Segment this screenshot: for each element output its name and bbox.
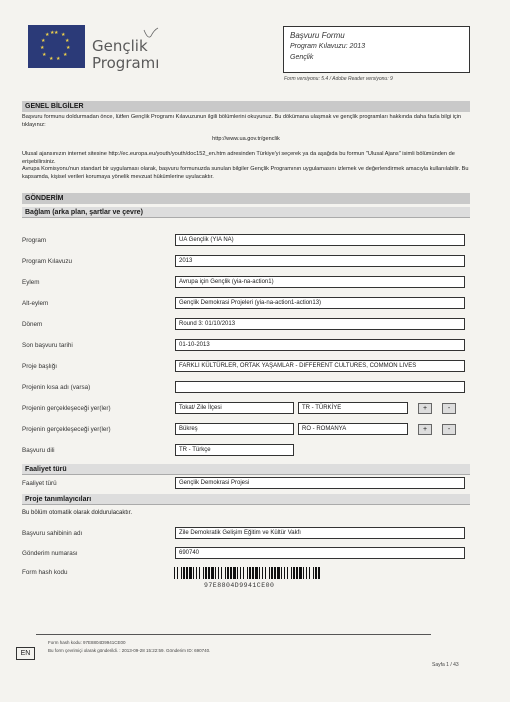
form-version: Form versiyonu: 5.4 / Adobe Reader versiyonu: 9 [284, 76, 393, 82]
add-location-button[interactable]: + [418, 424, 432, 435]
field-label-alt-eylem: Alt-eylem [22, 300, 49, 307]
field-label-location-1: Projenin gerçekleşeceği yer(ler) [22, 405, 111, 412]
barcode-bar [313, 567, 314, 579]
language-select[interactable]: TR - Türkçe [175, 444, 294, 456]
footer-divider [36, 634, 431, 635]
barcode-bar [269, 567, 270, 579]
field-label-deadline: Son başvuru tarihi [22, 342, 73, 349]
barcode-bar [221, 567, 222, 579]
barcode-bar [274, 567, 276, 579]
barcode-bar [211, 567, 214, 579]
form-title: Başvuru Formu [290, 31, 345, 40]
handwritten-mark-icon [142, 26, 162, 46]
hash-barcode [174, 567, 320, 579]
field-label-short-name: Projenin kısa adı (varsa) [22, 384, 91, 391]
barcode-bar [233, 567, 236, 579]
barcode-bar [181, 567, 182, 579]
barcode-bar [293, 567, 295, 579]
barcode-bar [183, 567, 185, 579]
barcode-bar [315, 567, 317, 579]
field-label-eylem: Eylem [22, 279, 40, 286]
genel-paragraph-2: Ulusal ajansınızın internet sitesine http://ec.europa.eu/youth/youth/doc152_en.htm adresinden Türkiye'yi seçerek ya da aşağıda bu formun "Ulusal Ajans" isimli bölümünden de erişebilirsiniz. [22, 151, 455, 165]
barcode-bar [189, 567, 192, 579]
location-1-country-select[interactable]: TR - TÜRKİYE [298, 402, 408, 414]
genel-paragraph-1: Başvuru formunu doldurmadan önce, lütfen Gençlik Programı Kılavuzunun ilgili bölümlerini okuyunuz. Bu dökümana ulaşmak ve gençlik programları hakkında daha fazla bilgi için tıklayınız: [22, 114, 462, 128]
barcode-bar [296, 567, 298, 579]
project-title-field[interactable]: FARKLI KÜLTÜRLER, ORTAK YAŞAMLAR - DIFFERENT CULTURES, COMMON LIVES [175, 360, 465, 372]
barcode-bar [215, 567, 216, 579]
field-label-donem: Dönem [22, 321, 43, 328]
form-info-box [283, 26, 470, 73]
program-field[interactable]: UA Gençlik (YIA NA) [175, 234, 465, 246]
program-guide-field[interactable]: 2013 [175, 255, 465, 267]
short-name-field[interactable] [175, 381, 465, 393]
barcode-bar [306, 567, 307, 579]
logo-line-1: Gençlik [92, 37, 148, 55]
round-field[interactable]: Round 3: 01/10/2013 [175, 318, 465, 330]
barcode-bar [291, 567, 292, 579]
barcode-bar [281, 567, 282, 579]
barcode-bar [249, 567, 251, 579]
hash-code-text: 97E8804D9941CE00 [204, 582, 275, 589]
field-label-program-kilavuzu: Program Kılavuzu [22, 258, 73, 265]
barcode-bar [237, 567, 238, 579]
field-label-language: Başvuru dili [22, 447, 55, 454]
field-label-project-title: Proje başlığı [22, 363, 58, 370]
barcode-bar [303, 567, 304, 579]
barcode-bar [299, 567, 302, 579]
location-1-city-field[interactable]: Tokat/ Zile İlçesi [175, 402, 294, 414]
barcode-bar [284, 567, 285, 579]
barcode-bar [177, 567, 178, 579]
barcode-bar [265, 567, 266, 579]
barcode-bar [262, 567, 263, 579]
barcode-bar [255, 567, 258, 579]
field-label-hash-code: Form hash kodu [22, 569, 68, 576]
barcode-bar [199, 567, 200, 579]
barcode-bar [203, 567, 204, 579]
barcode-bar [230, 567, 232, 579]
barcode-bar [271, 567, 273, 579]
barcode-bar [227, 567, 229, 579]
barcode-bar [247, 567, 248, 579]
barcode-bar [277, 567, 280, 579]
eu-flag-logo: ★ ★ ★ ★ ★ ★ ★ ★ ★ ★ ★ ★ [28, 25, 85, 68]
logo-line-2: Programı [92, 54, 160, 72]
deadline-field[interactable]: 01-10-2013 [175, 339, 465, 351]
field-label-applicant-name: Başvuru sahibinin adı [22, 530, 83, 537]
form-program: Gençlik [290, 54, 314, 61]
genel-paragraph-3: Avrupa Komisyonu'nun standart bir uygulaması olarak, başvuru formunuzda sunulan bilgiler Gençlik Programının uygulamasını izlemek ve değerlendirmek amacıyla kullanılabilir. Bu kapsamda, kişisel verileri korumaya yönelik mevzuat hükümlerine uyulacaktır. [22, 166, 469, 180]
barcode-bar [208, 567, 210, 579]
barcode-bar [240, 567, 241, 579]
subsection-baglam: Bağlam (arka plan, şartlar ve çevre) [22, 207, 470, 218]
barcode-bar [252, 567, 254, 579]
barcode-bar [243, 567, 244, 579]
action-field[interactable]: Avrupa için Gençlik (yia-na-action1) [175, 276, 465, 288]
remove-location-button[interactable]: - [442, 403, 456, 414]
language-badge: EN [16, 647, 35, 660]
field-label-location-2: Projenin gerçekleşeceği yer(ler) [22, 426, 111, 433]
field-label-program: Program [22, 237, 47, 244]
barcode-bar [193, 567, 194, 579]
field-label-activity-type: Faaliyet türü [22, 480, 57, 487]
barcode-bar [225, 567, 226, 579]
barcode-bar [259, 567, 260, 579]
activity-type-field[interactable]: Gençlik Demokrasi Projesi [175, 477, 465, 489]
program-guide-link[interactable]: http://www.ua.gov.tr/genclik [212, 136, 280, 142]
auto-fill-note: Bu bölüm otomatik olarak doldurulacaktır. [22, 510, 133, 516]
section-gonderim: GÖNDERİM [22, 193, 470, 204]
applicant-name-field[interactable]: Zile Demokratik Gelişim Eğitim ve Kültür Vakfı [175, 527, 465, 539]
subsection-faaliyet-turu: Faaliyet türü [22, 464, 470, 475]
sub-action-field[interactable]: Gençlik Demokrasi Projeleri (yia-na-action1-action13) [175, 297, 465, 309]
barcode-bar [186, 567, 188, 579]
barcode-bar [318, 567, 320, 579]
field-label-submission-number: Gönderim numarası [22, 550, 78, 557]
location-2-country-select[interactable]: RO - ROMANYA [298, 423, 408, 435]
barcode-bar [309, 567, 310, 579]
barcode-bar [205, 567, 207, 579]
barcode-bar [174, 567, 175, 579]
footer-hash-line: Form hash kodu: 97E8804D9941CE00 [48, 640, 126, 645]
page-number: Sayfa 1 / 43 [432, 662, 459, 668]
barcode-bar [196, 567, 197, 579]
subsection-project-identifiers: Proje tanımlayıcıları [22, 494, 470, 505]
location-2-city-field[interactable]: Bükreş [175, 423, 294, 435]
barcode-bar [218, 567, 219, 579]
submission-number-field[interactable]: 690740 [175, 547, 465, 559]
section-genel-bilgiler: GENEL BİLGİLER [22, 101, 470, 112]
form-subtitle: Program Kılavuzu: 2013 [290, 43, 366, 50]
footer-sent-line: Bu form çevrimiçi olarak gönderildi. : 2013-09-28 15:22:59. Gönderim ID: 690740. [48, 648, 211, 653]
remove-location-button[interactable]: - [442, 424, 456, 435]
add-location-button[interactable]: + [418, 403, 432, 414]
barcode-bar [287, 567, 288, 579]
